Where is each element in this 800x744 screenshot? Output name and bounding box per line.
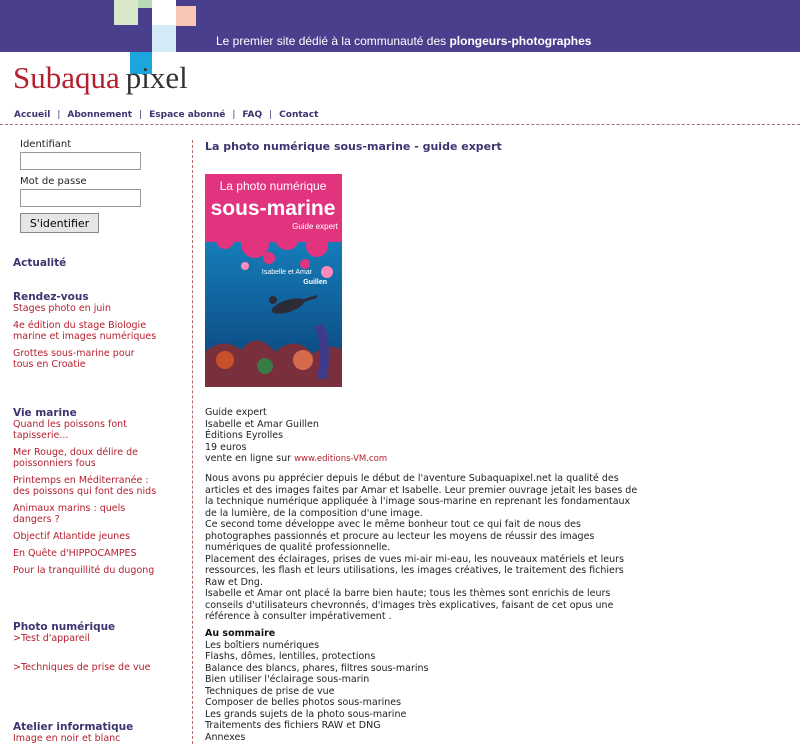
desc-paragraph: Placement des éclairages, prises de vues mi-air mi-eau, les nouveaux matériels et leurs ressources, les flash et leurs utilisations, les images créatives, le traitement des fichiers Raw et Dng. xyxy=(205,553,625,588)
desc-paragraph: Isabelle et Amar ont placé la barre bien haute; tous les thèmes sont enrichis de leurs conseils d'utilisateurs chevronnés, d'images très explicatives, faisant de cet opus une référence à consulter impérativement . xyxy=(205,588,614,622)
info-line: Guide expert xyxy=(205,407,267,418)
header-tagline: Le premier site dédié à la communauté des plongeurs-photographes xyxy=(216,34,592,48)
cover-author-line1: Isabelle et Amar xyxy=(261,269,313,276)
info-line: Isabelle et Amar Guillen xyxy=(205,418,319,430)
page-title: La photo numérique sous-marine - guide expert xyxy=(205,140,502,153)
toc-item: Composer de belles photos sous-marines xyxy=(205,697,402,708)
password-label: Mot de passe xyxy=(20,176,87,187)
decor-square xyxy=(152,25,176,52)
vente-link[interactable]: www.editions-VM.com xyxy=(294,454,388,464)
site-logo[interactable]: Subaqua pixel xyxy=(13,60,188,95)
decor-square xyxy=(152,0,176,25)
sidebar-link[interactable]: 4e édition du stage Biologie marine et images numériques xyxy=(13,320,157,342)
sidebar-section-actualite xyxy=(13,257,66,269)
column-divider xyxy=(192,140,193,744)
cover-title-line2: sous-marine xyxy=(210,197,336,220)
toc-item: Traitements des fichiers RAW et DNG xyxy=(205,720,381,731)
desc-paragraph: Ce second tome développe avec le même bonheur tout ce qui fait de nous des photographes passionnés et procure au lecteur les moyens de réussir des images numériques de qualité professionnelle. xyxy=(205,519,595,553)
sidebar-link[interactable]: Objectif Atlantide jeunes xyxy=(13,531,131,542)
decor-square xyxy=(176,6,196,26)
info-line: 19 euros xyxy=(205,441,247,453)
book-cover xyxy=(205,174,342,387)
sidebar-title-viemarine: Vie marine xyxy=(13,407,77,419)
decor-square xyxy=(114,0,138,25)
info-line: vente en ligne sur www.editions-VM.com xyxy=(205,453,388,464)
sidebar-link[interactable]: >Test d'appareil xyxy=(13,633,90,644)
sidebar-title-actualite[interactable]: Actualité xyxy=(13,257,67,269)
toc-item: Les grands sujets de la photo sous-marine xyxy=(205,708,407,720)
desc-paragraph: Nous avons pu apprécier depuis le début de l'aventure Subaquapixel.net la qualité des articles et des images faites par Amar et Isabelle. Leur premier ouvrage jetait les bases de la technique numérique appliquée à l'image sous-marine en reprenant les fondamentaux de la lumière, de la composition d'une image. xyxy=(205,473,638,519)
book-info xyxy=(205,407,387,466)
cover-subtitle: Guide expert xyxy=(292,222,338,231)
book-description xyxy=(205,473,645,623)
cover-title-line1: La photo numérique xyxy=(219,179,327,193)
sidebar-link[interactable]: Animaux marins : quels dangers ? xyxy=(13,503,126,525)
toc-item: Annexes xyxy=(205,731,246,743)
info-line: Éditions Eyrolles xyxy=(205,430,284,441)
sidebar-title-photonum: Photo numérique xyxy=(13,621,116,633)
cover-author-line2: Guillen xyxy=(303,279,327,286)
book-cover-art xyxy=(205,174,342,387)
nav-contact[interactable]: Contact xyxy=(279,110,319,120)
toc-item: Les boîtiers numériques xyxy=(205,639,320,651)
sidebar-section-rendezvous xyxy=(13,291,158,370)
nav-faq[interactable]: FAQ xyxy=(242,110,263,120)
identifiant-label: Identifiant xyxy=(20,139,72,150)
sidebar-link[interactable]: Stages photo en juin xyxy=(13,303,112,314)
sidebar-link[interactable]: Image en noir et blanc xyxy=(13,733,121,744)
decor-square xyxy=(138,0,152,8)
sidebar-section-photonum xyxy=(13,621,158,673)
sidebar-link[interactable]: Quand les poissons font tapisserie... xyxy=(13,419,127,441)
toc-item: Flashs, dômes, lentilles, protections xyxy=(205,651,376,662)
nav-accueil[interactable]: Accueil xyxy=(14,110,51,120)
password-input[interactable] xyxy=(20,189,141,207)
table-of-contents xyxy=(205,628,429,743)
identifiant-input[interactable] xyxy=(20,152,141,170)
nav-abonnement[interactable]: Abonnement xyxy=(67,110,133,120)
sidebar-link[interactable]: Pour la tranquillité du dugong xyxy=(13,565,155,576)
sidebar-link[interactable]: >Techniques de prise de vue xyxy=(13,662,151,673)
sidebar-link[interactable]: Mer Rouge, doux délire de poissonniers fous xyxy=(13,447,138,469)
toc-item: Balance des blancs, phares, filtres sous-marins xyxy=(205,662,429,674)
login-button[interactable]: S'identifier xyxy=(20,213,99,233)
nav-espace-abonne[interactable]: Espace abonné xyxy=(149,110,226,120)
nav-divider xyxy=(0,124,800,125)
sidebar-link[interactable]: Grottes sous-marine pour tous en Croatie xyxy=(13,348,135,370)
sidebar-section-atelier xyxy=(13,721,158,744)
sidebar-link[interactable]: En Quête d'HIPPOCAMPES xyxy=(13,548,137,559)
top-nav: Accueil | Abonnement | Espace abonné | FAQ | Contact xyxy=(14,110,319,120)
toc-title: Au sommaire xyxy=(205,628,276,639)
sidebar-title-atelier: Atelier informatique xyxy=(13,721,134,733)
toc-item: Techniques de prise de vue xyxy=(205,685,335,697)
sidebar-title-rendezvous: Rendez-vous xyxy=(13,291,89,303)
toc-item: Bien utiliser l'éclairage sous-marin xyxy=(205,674,370,685)
sidebar-section-viemarine xyxy=(13,407,158,576)
login-form xyxy=(20,139,141,233)
header-banner xyxy=(0,0,800,52)
sidebar-link[interactable]: Printemps en Méditerranée : des poissons qui font des nids xyxy=(13,475,157,497)
